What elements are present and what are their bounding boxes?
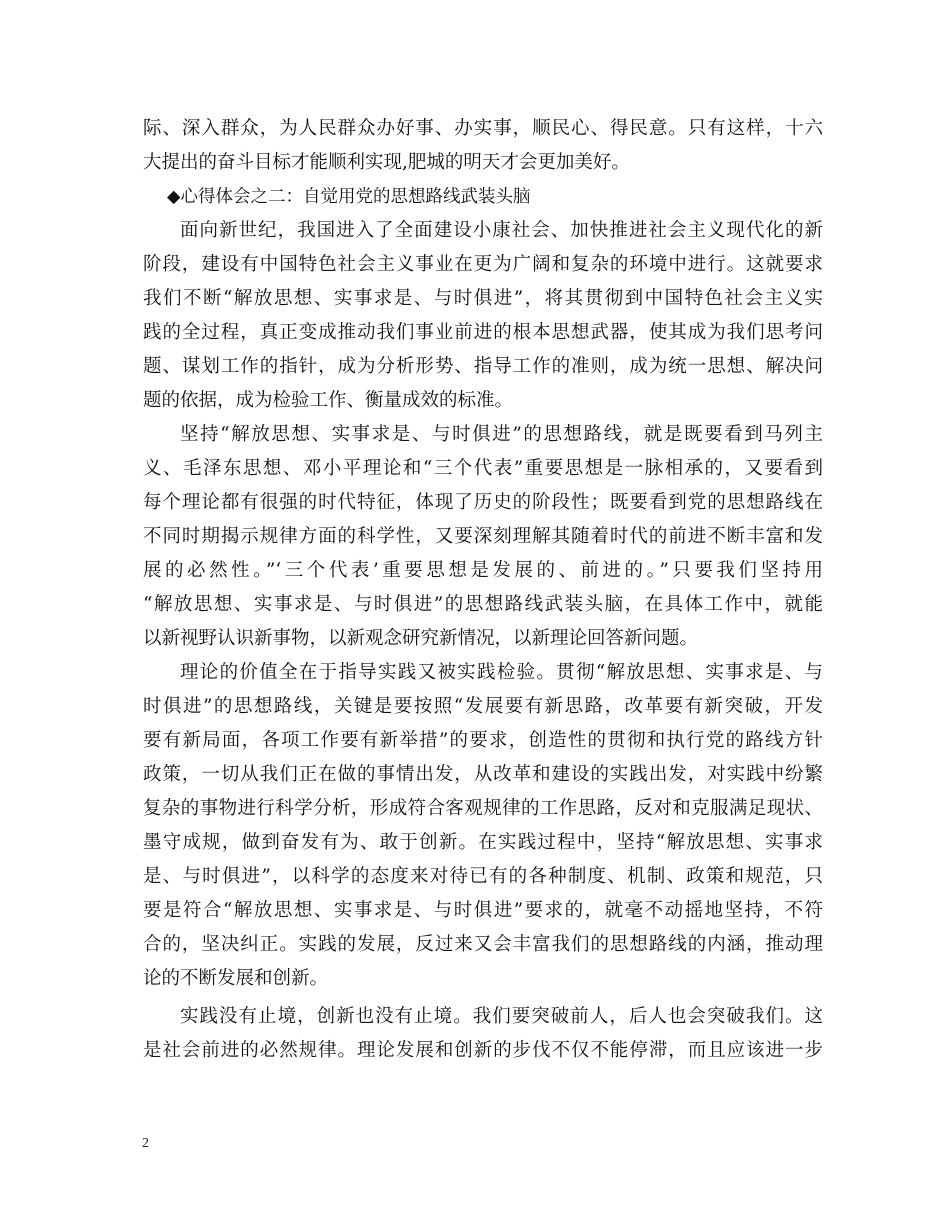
section-heading: ◆心得体会之二：自觉用党的思想路线武装头脑 (167, 187, 531, 207)
text-line: 题的依据，成为检验工作、衡量成效的标准。 (143, 390, 514, 411)
text-line: 要是符合“解放思想、实事求是、与时俱进”要求的，就毫不动摇地坚持，不符 (143, 900, 823, 921)
text-line: 阶段，建设有中国特色社会主义事业在更为广阔和复杂的环境中进行。这就要求 (143, 254, 823, 275)
text-line: 是、与时俱进”，以科学的态度来对待已有的各种制度、机制、政策和规范，只 (143, 866, 823, 887)
text-line: “解放思想、实事求是、与时俱进”的思想路线武装头脑，在具体工作中，就能 (143, 594, 823, 615)
text-line: 不同时期揭示规律方面的科学性，又要深刻理解其随着时代的前进不断丰富和发 (143, 526, 823, 547)
text-line: 合的，坚决纠正。实践的发展，反过来又会丰富我们的思想路线的内涵，推动理 (143, 934, 823, 955)
text-line: 展的必然性。”‘三个代表’重要思想是发展的、前进的。”只要我们坚持用 (143, 560, 823, 581)
paragraph (143, 1000, 823, 1068)
text-line: 题、谋划工作的指针，成为分析形势、指导工作的准则，成为统一思想、解决问 (143, 356, 823, 377)
page-number: 2 (142, 1136, 149, 1151)
text-line: 我们不断“解放思想、实事求是、与时俱进”，将其贯彻到中国特色社会主义实 (143, 288, 823, 309)
text-line: 理论的价值全在于指导实践又被实践检验。贯彻“解放思想、实事求是、与 (180, 662, 823, 683)
text-line: 坚持“解放思想、实事求是、与时俱进”的思想路线，就是既要看到马列主 (180, 424, 823, 445)
text-line: 每个理论都有很强的时代特征，体现了历史的阶段性；既要看到党的思想路线在 (143, 492, 823, 513)
paragraph (143, 656, 823, 996)
paragraph (143, 214, 823, 418)
text-line: 实践没有止境，创新也没有止境。我们要突破前人，后人也会突破我们。这 (180, 1006, 823, 1027)
text-line: 复杂的事物进行科学分析，形成符合客观规律的工作思路，反对和克服满足现状、 (143, 798, 823, 819)
document-body (143, 112, 823, 1068)
text-line: 以新视野认识新事物，以新观念研究新情况，以新理论回答新问题。 (143, 628, 699, 649)
text-line: 义、毛泽东思想、邓小平理论和“三个代表”重要思想是一脉相承的，又要看到 (143, 458, 823, 479)
text-line: 要有新局面，各项工作要有新举措”的要求，创造性的贯彻和执行党的路线方针 (143, 730, 823, 751)
text-line: 论的不断发展和创新。 (143, 968, 329, 989)
paragraph (143, 418, 823, 656)
text-line: 是社会前进的必然规律。理论发展和创新的步伐不仅不能停滞，而且应该进一步 (143, 1040, 823, 1061)
text-line: 际、深入群众，为人民群众办好事、办实事，顺民心、得民意。只有这样，十六 (143, 118, 823, 139)
text-line: 面向新世纪，我国进入了全面建设小康社会、加快推进社会主义现代化的新 (180, 220, 823, 241)
text-line: 墨守成规，做到奋发有为、敢于创新。在实践过程中，坚持“解放思想、实事求 (143, 832, 823, 853)
text-line: 政策，一切从我们正在做的事情出发，从改革和建设的实践出发，对实践中纷繁 (143, 764, 823, 785)
text-line: 时俱进”的思想路线，关键是要按照“发展要有新思路，改革要有新突破，开发 (143, 696, 823, 717)
paragraph-continuation (143, 112, 823, 180)
text-line: 践的全过程，真正变成推动我们事业前进的根本思想武器，使其成为我们思考问 (143, 322, 823, 343)
text-line: 大提出的奋斗目标才能顺利实现,肥城的明天才会更加美好。 (143, 152, 630, 173)
